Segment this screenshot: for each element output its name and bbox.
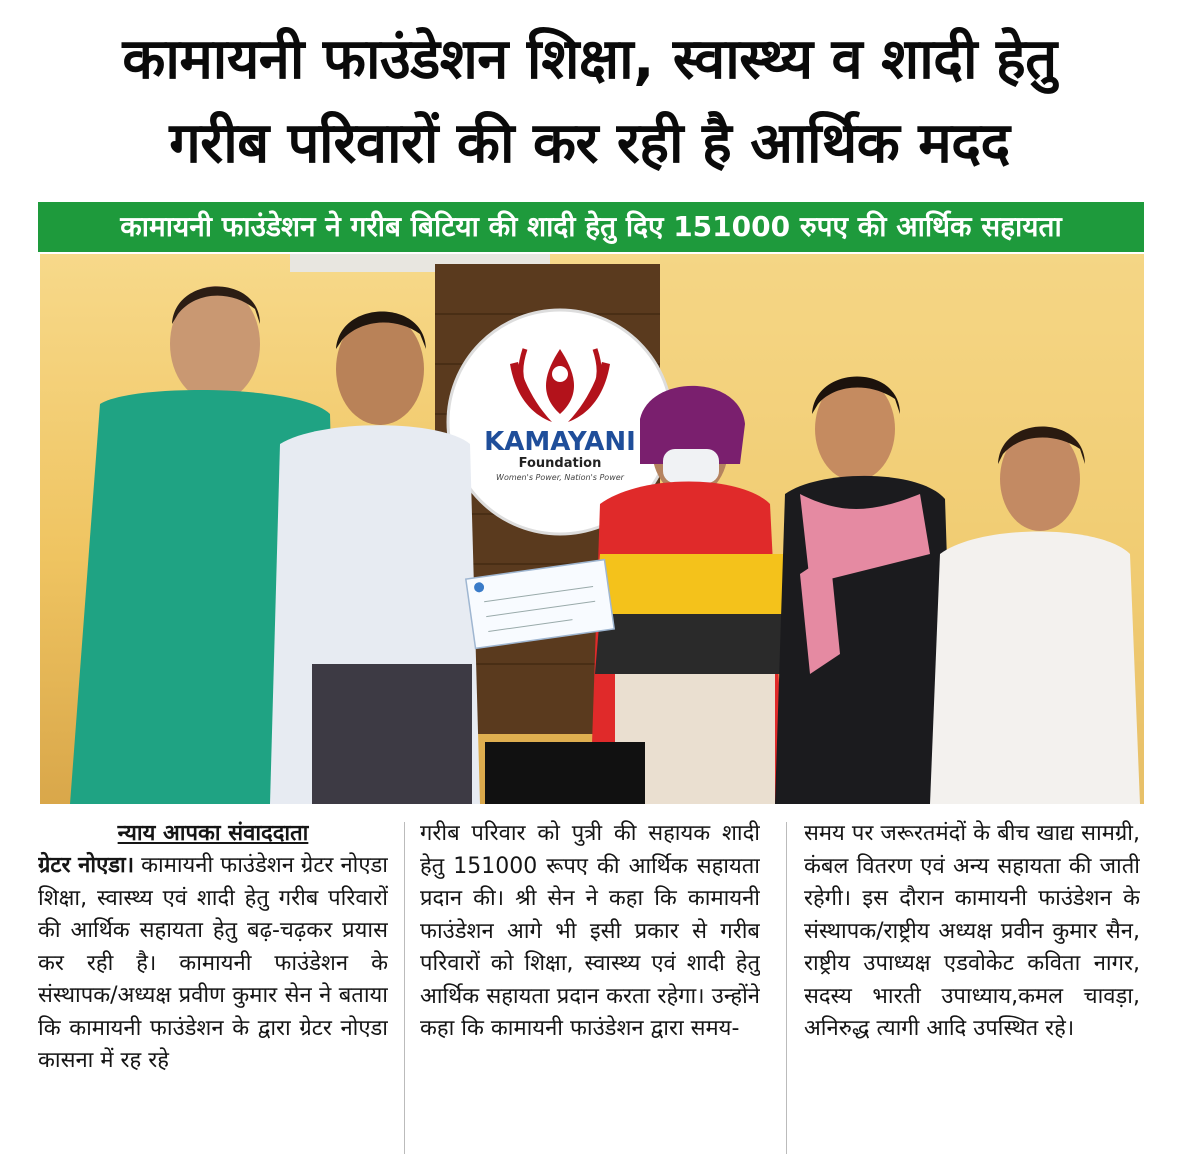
logo-brand: KAMAYANI [484, 427, 636, 457]
logo-sub: Foundation [518, 456, 602, 471]
column-divider [786, 822, 787, 1154]
article-column-2 [420, 818, 760, 1158]
news-photo [40, 254, 1144, 804]
article-col2-text: गरीब परिवार को पुत्री की सहायक शादी हेतु 151000 रूपए की आर्थिक सहायता प्रदान की। श्री सेन ने कहा कि कामायनी फाउंडेशन आगे भी इसी प्रकार से गरीब परिवारों को शिक्षा, स्वास्थ्य एवं शादी हेतु आर्थिक सहायता प्रदान करता रहेगा। उन्होंने कहा कि कामायनी फाउंडेशन द्वारा समय- [420, 821, 760, 1041]
article-column-1 [38, 818, 388, 1158]
headline-line-1: कामायनी फाउंडेशन शिक्षा, स्वास्थ्य व शादी हेतु [122, 27, 1057, 92]
dateline: ग्रेटर नोएडा। [38, 853, 135, 878]
headline-line-2: गरीब परिवारों की कर रही है आर्थिक मदद [169, 111, 1010, 176]
subheadline-bar [38, 202, 1144, 252]
article-column-3 [804, 818, 1140, 1158]
column-divider [404, 822, 405, 1154]
logo-tagline: Women's Power, Nation's Power [496, 473, 624, 482]
byline: न्याय आपका संवाददाता [117, 821, 309, 846]
article-col1-text: कामायनी फाउंडेशन ग्रेटर नोएडा शिक्षा, स्वास्थ्य एवं शादी हेतु गरीब परिवारों की आर्थिक सहायता हेतु बढ़-चढ़कर प्रयास कर रही है। कामायनी फाउंडेशन के संस्थापक/अध्यक्ष प्रवीण कुमार सेन ने बताया कि कामायनी फाउंडेशन के द्वारा ग्रेटर नोएडा कासना में रह रहे [38, 853, 388, 1073]
article-col3-text: समय पर जरूरतमंदों के बीच खाद्य सामग्री, कंबल वितरण एवं अन्य सहायता की जाती रहेगी। इस दौरान कामायनी फाउंडेशन के संस्थापक/राष्ट्रीय अध्यक्ष प्रवीन कुमार सैन, राष्ट्रीय उपाध्यक्ष एडवोकेट कविता नागर, सदस्य भारती उपाध्याय,कमल चावड़ा, अनिरुद्ध त्यागी आदि उपस्थित रहे। [804, 821, 1140, 1041]
photo-illustration [40, 254, 1144, 804]
article-body [38, 818, 1148, 1158]
subheadline-text: कामायनी फाउंडेशन ने गरीब बिटिया की शादी हेतु दिए 151000 रुपए की आर्थिक सहायता [120, 210, 1062, 243]
headline [20, 18, 1159, 186]
monitor [485, 742, 645, 804]
